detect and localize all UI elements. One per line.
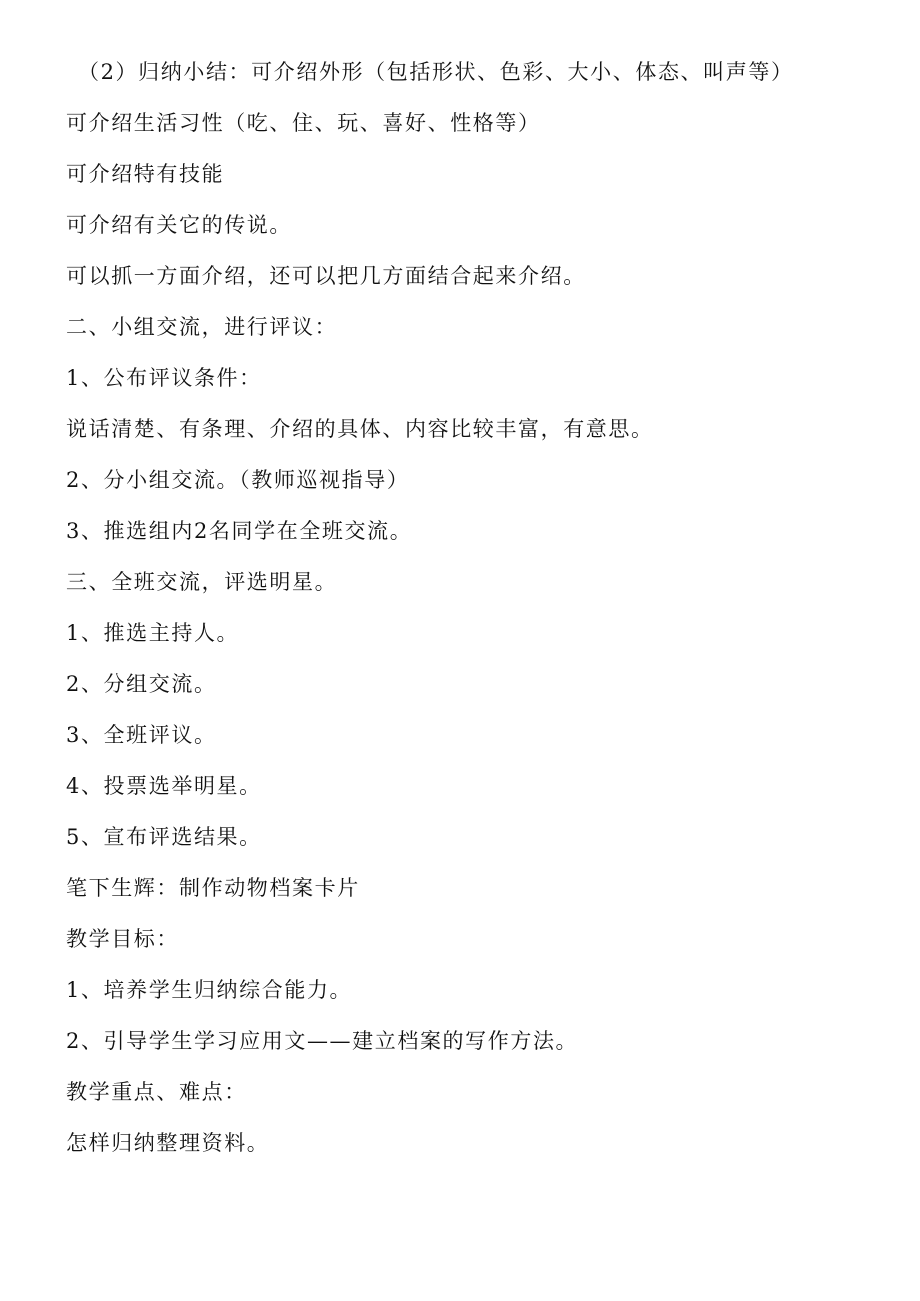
list-item-select-host: 1、推选主持人。 (66, 621, 240, 645)
goal-item-2: 2、引导学生学习应用文——建立档案的写作方法。 (66, 1029, 579, 1053)
list-item-announce: 5、宣布评选结果。 (66, 825, 262, 849)
list-item-group-talk: 2、分组交流。 (66, 672, 217, 696)
key-points-text: 怎样归纳整理资料。 (66, 1131, 270, 1155)
goal-item-1: 1、培养学生归纳综合能力。 (66, 978, 353, 1002)
list-item-class-review: 3、全班评议。 (66, 723, 217, 747)
list-item-vote: 4、投票选举明星。 (66, 774, 262, 798)
summary-line-skills: 可介绍特有技能 (66, 162, 225, 186)
summary-line-appearance: （2）归纳小结：可介绍外形（包括形状、色彩、大小、体态、叫声等） (78, 60, 794, 84)
teaching-goals-heading: 教学目标： (66, 927, 179, 951)
list-item-criteria: 1、公布评议条件： (66, 366, 262, 390)
key-points-heading: 教学重点、难点： (66, 1080, 247, 1104)
summary-line-combine: 可以抓一方面介绍，还可以把几方面结合起来介绍。 (66, 264, 586, 288)
summary-line-legend: 可介绍有关它的传说。 (66, 213, 292, 237)
criteria-text: 说话清楚、有条理、介绍的具体、内容比较丰富，有意思。 (66, 417, 654, 441)
summary-line-habits: 可介绍生活习性（吃、住、玩、喜好、性格等） (66, 111, 541, 135)
section-heading-group-discussion: 二、小组交流，进行评议： (66, 315, 338, 339)
section-heading-class-exchange: 三、全班交流，评选明星。 (66, 570, 338, 594)
list-item-select-students: 3、推选组内2名同学在全班交流。 (66, 519, 413, 543)
section-heading-writing: 笔下生辉：制作动物档案卡片 (66, 876, 360, 900)
list-item-group-exchange: 2、分小组交流。（教师巡视指导） (66, 468, 410, 492)
